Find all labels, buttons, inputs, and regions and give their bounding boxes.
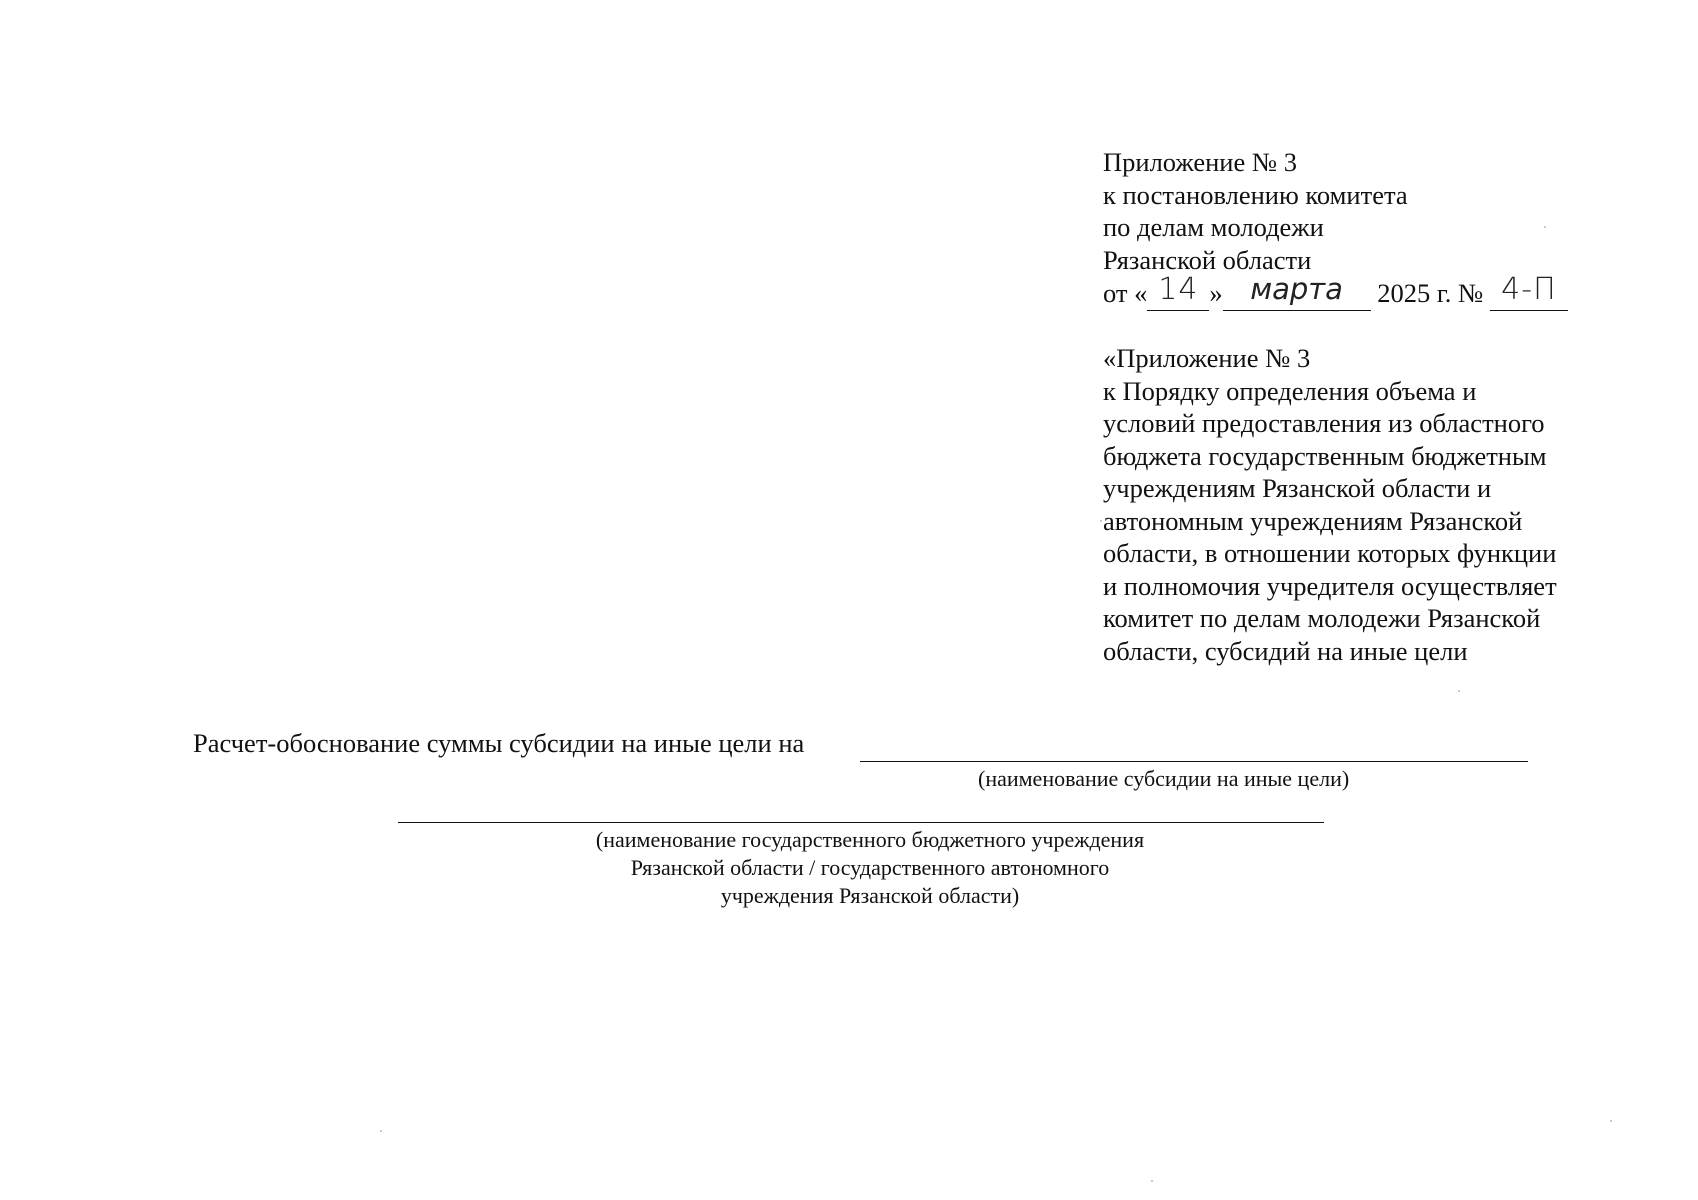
appendix-header: [1103, 146, 1623, 311]
date-mid: »: [1209, 278, 1223, 308]
order-line: бюджета государственным бюджетным: [1103, 440, 1547, 471]
institution-caption-line: (наименование государственного бюджетного учреждения: [595, 827, 1145, 852]
order-appendix-block: [1103, 342, 1623, 667]
order-line: комитет по делам молодежи Рязанской: [1103, 603, 1541, 633]
order-line: условий предоставления из областного: [1103, 408, 1545, 438]
date-prefix: от «: [1103, 278, 1148, 308]
scan-speck: [1458, 690, 1460, 692]
institution-name-blank-line: [398, 822, 1324, 823]
appendix-line-4: Рязанской области: [1103, 244, 1312, 275]
order-line: «Приложение № 3: [1103, 343, 1311, 373]
handwritten-day-field: [1147, 272, 1209, 311]
institution-caption-line: Рязанской области / государственного автономного: [630, 855, 1110, 880]
decree-date-line: [1103, 272, 1623, 311]
order-line: области, в отношении которых функции: [1103, 538, 1557, 568]
handwritten-month: марта: [1250, 272, 1343, 306]
handwritten-day: 14: [1158, 272, 1199, 307]
institution-name-caption: [470, 826, 1270, 910]
form-title: Расчет-обоснование суммы субсидии на иные цели на: [193, 728, 805, 758]
subsidy-name-blank-line: [860, 761, 1528, 762]
order-line: и полномочия учредителя осуществляет: [1103, 570, 1557, 601]
order-line: области, субсидий на иные цели: [1103, 635, 1468, 666]
order-line: учреждениям Рязанской области и: [1103, 473, 1492, 503]
scan-speck: [1544, 226, 1546, 228]
order-line: к Порядку определения объема и: [1103, 375, 1477, 406]
order-line: автономным учреждениям Рязанской: [1103, 505, 1523, 536]
scan-speck: [380, 1130, 382, 1132]
handwritten-number-field: [1490, 272, 1568, 311]
subsidy-name-caption: (наименование субсидии на иные цели): [978, 766, 1350, 791]
scan-speck: [1610, 1120, 1612, 1122]
scan-speck: [1151, 1180, 1153, 1182]
handwritten-number: 4-П: [1501, 272, 1557, 307]
date-year-text: 2025 г. №: [1377, 278, 1484, 308]
appendix-line-2: к постановлению комитета: [1103, 179, 1408, 210]
scan-speck: [1100, 520, 1102, 522]
appendix-title: Приложение № 3: [1103, 147, 1298, 177]
handwritten-month-field: [1223, 272, 1371, 311]
institution-caption-line: учреждения Рязанской области): [720, 883, 1020, 908]
appendix-line-3: по делам молодежи: [1103, 212, 1324, 242]
